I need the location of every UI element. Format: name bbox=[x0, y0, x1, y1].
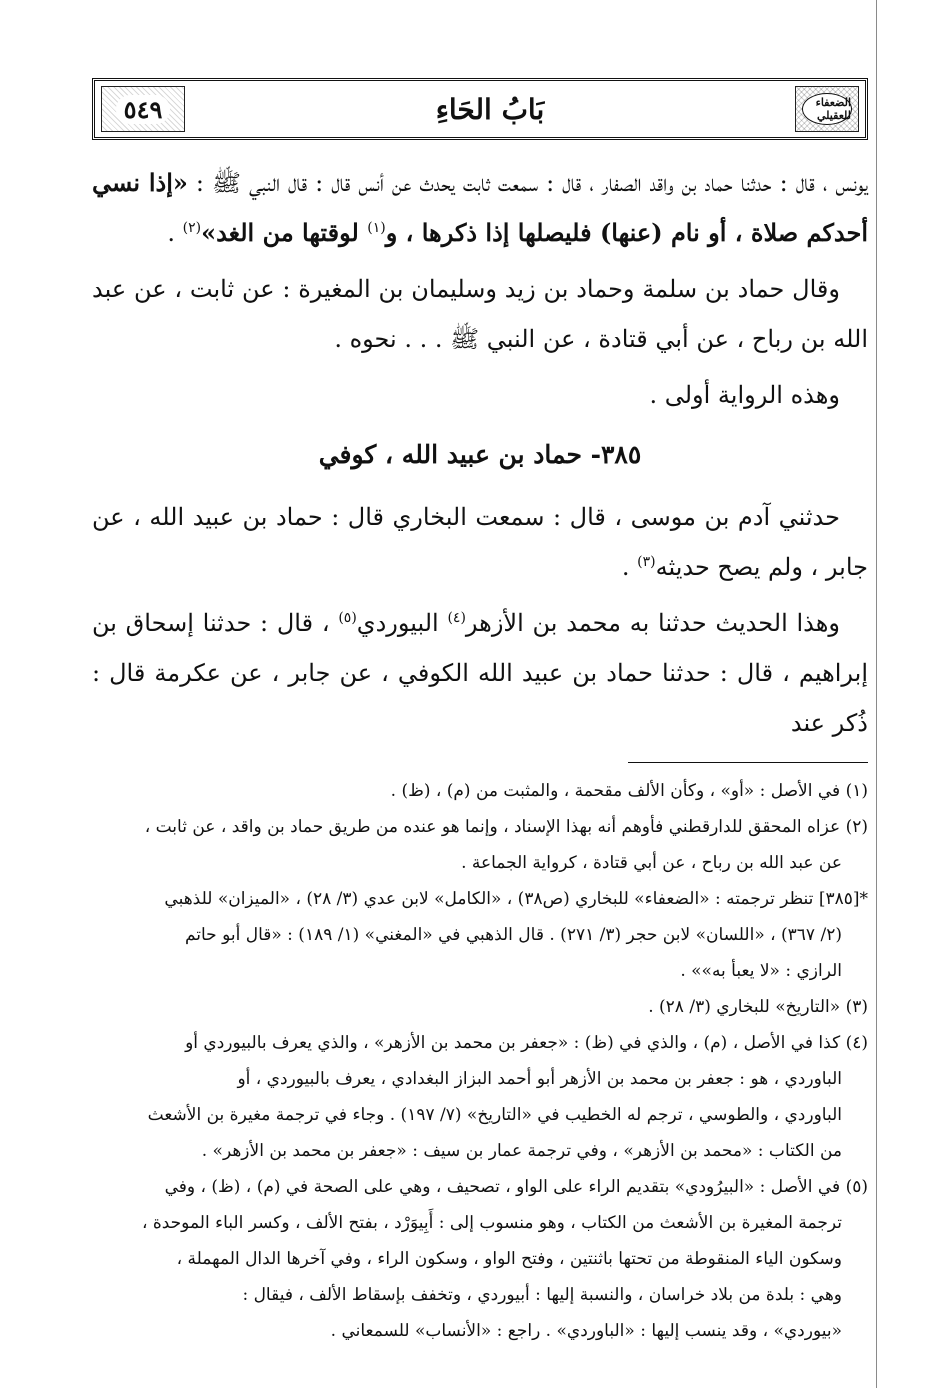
paragraph-4 bbox=[92, 492, 868, 592]
paragraph-5 bbox=[92, 598, 868, 748]
footnotes bbox=[92, 773, 868, 1349]
paragraph-5-text-b: البيوردي bbox=[356, 609, 448, 637]
footnote-4-cont-2: الباوردي ، والطوسي ، ترجم له الخطيب في «التاريخ» (٧/ ١٩٧) . وجاء في ترجمة مغيرة بن الأشعث bbox=[147, 1105, 842, 1125]
footnote-4: (٤) كذا في الأصل ، (م) ، والذي في (ظ) : «جعفر بن محمد بن الأزهر» ، والذي يعرف بالبيوردي أو bbox=[185, 1033, 868, 1053]
ornament-logo bbox=[795, 86, 859, 132]
page-header bbox=[92, 78, 868, 140]
footnote-4-cont-3: من الكتاب : «محمد بن الأزهر» ، وفي ترجمة عمار بن سيف : «جعفر بن محمد بن الأزهر» . bbox=[201, 1141, 842, 1161]
page-number: ٥٤٩ bbox=[116, 95, 171, 124]
footnote-385: *[٣٨٥] تنظر ترجمته : «الضعفاء» للبخاري (ص٣٨) ، «الكامل» لابن عدي (٣/ ٢٨) ، «الميزان» للذهبي bbox=[164, 889, 868, 909]
footnote-5-cont-4: «بيوردي» ، وقد ينسب إليها : «الباوردي» . راجع : «الأنساب» للسمعاني . bbox=[330, 1321, 842, 1341]
footnote-ref-3: (٣) bbox=[637, 554, 656, 570]
book-page bbox=[92, 78, 868, 1378]
paragraph-1 bbox=[92, 158, 868, 258]
footnote-1: (١) في الأصل : «أو» ، وكأن الألف مقحمة ، والمثبت من (م) ، (ظ) . bbox=[390, 781, 868, 801]
logo-oval: الضعفاء للعقيلي bbox=[802, 93, 852, 125]
paragraph-2: وقال حماد بن سلمة وحماد بن زيد وسليمان بن المغيرة : عن ثابت ، عن عبد الله بن رباح ، عن أبي قتادة ، عن النبي ﷺ . . . نحوه . bbox=[92, 275, 868, 353]
footnote-5-cont-3: وهي : بلدة من بلاد خراسان ، والنسبة إليها : أبيوردي ، وتخفف بإسقاط الألف ، فيقال : bbox=[242, 1285, 842, 1305]
footnote-4-cont-1: الباوردي ، هو : جعفر بن محمد بن الأزهر أبو أحمد البزاز البغدادي ، يعرف بالبيوردي ، أو bbox=[237, 1069, 842, 1089]
paragraph-1-intro: يونس ، قال : حدثنا حماد بن واقد الصفار ، قال : سمعت ثابت يحدث عن أنس قال : قال النبي ﷺ : bbox=[187, 169, 868, 197]
paragraph-4-text: حدثني آدم بن موسى ، قال : سمعت البخاري قال : حماد بن عبيد الله ، عن جابر ، ولم يصح حديثه bbox=[92, 503, 868, 581]
footnote-ref-1: (١) bbox=[367, 220, 386, 236]
paragraph-5-text-a: وهذا الحديث حدثنا به محمد بن الأزهر bbox=[465, 609, 841, 637]
footnote-2: (٢) عزاه المحقق للدارقطني فأوهم أنه بهذا الإسناد ، وإنما هو عنده من طريق حماد بن واقد ، عن ثابت ، bbox=[144, 817, 868, 837]
footnote-separator bbox=[628, 762, 868, 763]
footnote-3: (٣) «التاريخ» للبخاري (٣/ ٢٨) . bbox=[648, 997, 868, 1017]
footnote-2-cont: عن عبد الله بن رباح ، عن أبي قتادة ، كرواية الجماعة . bbox=[461, 853, 842, 873]
footnote-5-cont-2: وسكون الياء المنقوطة من تحتها باثنتين ، وفتح الواو ، وسكون الراء ، وفي آخرها الدال المهملة ، bbox=[176, 1249, 842, 1269]
hadith-text: «إذا نسي أحدكم صلاة ، أو نام (عنها) فليصلها إذا ذكرها ، و bbox=[92, 168, 868, 247]
footnote-5-cont-1: ترجمة المغيرة بن الأشعث من الكتاب ، وهو منسوب إلى : أَبِيوَرْد ، بفتح الألف ، وكسر الباء الموحدة ، bbox=[141, 1213, 842, 1233]
page-edge-rule bbox=[876, 0, 877, 1388]
footnote-ref-5: (٥) bbox=[338, 610, 357, 626]
footnote-385-cont-1: (٢/ ٣٦٧) ، «اللسان» لابن حجر (٣/ ٢٧١) . قال الذهبي في «المغني» (١/ ١٨٩) : «قال أبو حاتم bbox=[184, 925, 842, 945]
footnote-ref-4: (٤) bbox=[447, 610, 466, 626]
paragraph-4-end: . bbox=[621, 553, 638, 581]
footnote-ref-2: (٢) bbox=[182, 220, 202, 236]
page-number-box bbox=[101, 86, 185, 132]
paragraph-3: وهذه الرواية أولى . bbox=[649, 381, 840, 409]
footnote-5: (٥) في الأصل : «البيرُودي» بتقديم الراء على الواو ، تصحيف ، وهي على الصحة في (م) ، (ظ) ، وفي bbox=[164, 1177, 868, 1197]
entry-heading: ٣٨٥- حماد بن عبيد الله ، كوفي bbox=[318, 440, 642, 469]
paragraph-1-end: . bbox=[167, 219, 183, 247]
paragraph-5-text-c: ، قال : حدثنا إسحاق بن إبراهيم ، قال : حدثنا حماد بن عبيد الله الكوفي ، عن جابر ، عن عكرمة قال : ذُكر عند bbox=[92, 609, 868, 737]
footnote-385-cont-2: الرازي : «لا يعبأ به»» . bbox=[680, 961, 842, 981]
hadith-text-end: لوقتها من الغد» bbox=[201, 218, 368, 247]
main-text bbox=[92, 158, 868, 748]
running-title: بَابُ الحَاءِ bbox=[435, 92, 545, 126]
